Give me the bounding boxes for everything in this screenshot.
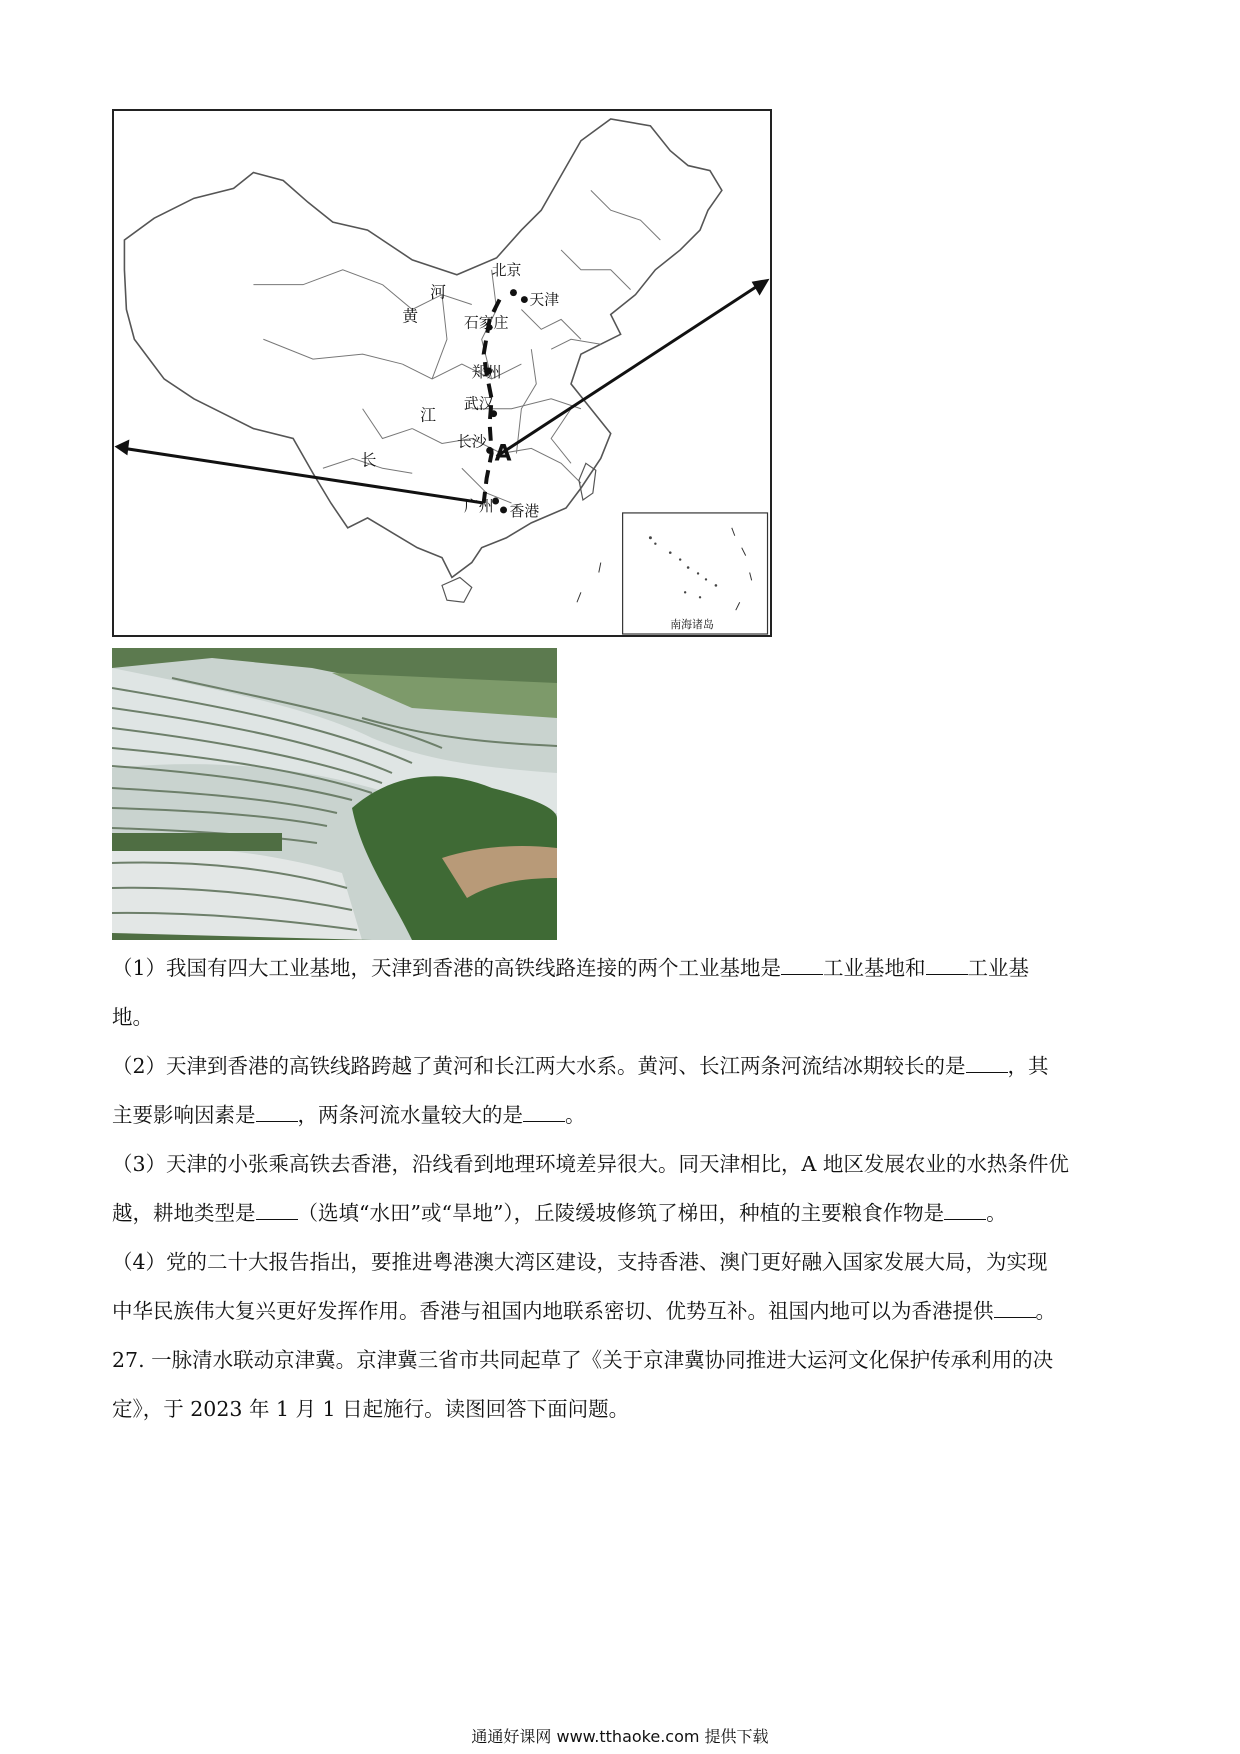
inset-label: 南海诸岛 bbox=[670, 618, 714, 632]
q3-line1: （3）天津的小张乘高铁去香港，沿线看到地理环境差异很大。同天津相比，A 地区发展农业的水热条件优 bbox=[112, 1152, 1069, 1176]
taiwan-island bbox=[579, 463, 596, 500]
q27-line2: 定》，于 2023 年 1 月 1 日起施行。读图回答下面问题。 bbox=[112, 1397, 630, 1421]
terraced-field-photo bbox=[112, 648, 557, 940]
q3-line2: 越，耕地类型是 （选填“水田”或“旱地”），丘陵缓坡修筑了梯田，种植的主要粮食作物是 。 bbox=[112, 1201, 1007, 1225]
arrow-head-west bbox=[115, 439, 130, 455]
q4-line2: 中华民族伟大复兴更好发挥作用。香港与祖国内地联系密切、优势互补。祖国内地可以为香港提供 。 bbox=[112, 1299, 1056, 1323]
arrow-to-east bbox=[497, 285, 760, 457]
city-label-hongkong: 香港 bbox=[509, 501, 540, 520]
q2-line2: 主要影响因素是 ，两条河流水量较大的是 。 bbox=[112, 1103, 586, 1127]
answer-blank bbox=[256, 1103, 298, 1122]
page-footer: 通通好课网 www.tthaoke.com 提供下载 bbox=[471, 1727, 769, 1746]
q27-line1: 27. 一脉清水联动京津冀。京津冀三省市共同起草了《关于京津冀协同推进大运河文化保护传承利用的决 bbox=[112, 1348, 1054, 1372]
river-label-he: 河 bbox=[430, 282, 446, 302]
answer-blank bbox=[256, 1201, 298, 1220]
river-label-chang: 长 bbox=[360, 450, 377, 470]
q1-line2: 地。 bbox=[112, 1005, 153, 1029]
city-label-wuhan: 武汉 bbox=[463, 394, 494, 413]
answer-blank bbox=[523, 1103, 565, 1122]
q2-line1: （2）天津到香港的高铁线路跨越了黄河和长江两大水系。黄河、长江两条河流结冰期较长的是 ，其 bbox=[112, 1054, 1049, 1078]
answer-blank bbox=[994, 1299, 1036, 1318]
city-label-shijiazhuang: 石家庄 bbox=[463, 313, 509, 332]
answer-blank bbox=[966, 1054, 1008, 1073]
city-label-beijing: 北京 bbox=[491, 260, 522, 279]
province-boundaries bbox=[253, 190, 660, 503]
river-label-jiang: 江 bbox=[420, 405, 437, 425]
country-outline bbox=[124, 119, 721, 578]
city-label-changsha: 长沙 bbox=[456, 432, 487, 451]
question-block bbox=[112, 944, 1132, 1434]
china-map-figure bbox=[112, 109, 772, 637]
answer-blank bbox=[944, 1201, 986, 1220]
marker-a-label: A bbox=[494, 441, 512, 467]
river-label-huang: 黄 bbox=[402, 306, 419, 326]
city-label-zhengzhou: 郑州 bbox=[471, 362, 502, 381]
q4-line1: （4）党的二十大报告指出，要推进粤港澳大湾区建设，支持香港、澳门更好融入国家发展大局，为实现 bbox=[112, 1250, 1048, 1274]
hainan-island bbox=[442, 577, 472, 602]
city-label-guangzhou: 广州 bbox=[463, 496, 494, 515]
answer-blank bbox=[781, 956, 823, 975]
answer-blank bbox=[926, 956, 968, 975]
city-label-tianjin: 天津 bbox=[529, 290, 560, 309]
q1-line1: （1）我国有四大工业基地，天津到香港的高铁线路连接的两个工业基地是 工业基地和 工业基 bbox=[112, 956, 1030, 980]
